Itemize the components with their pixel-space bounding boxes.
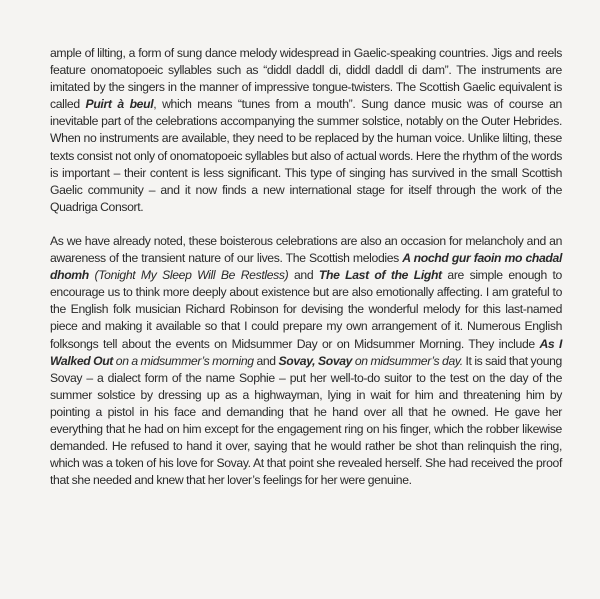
paragraph-2 — [50, 233, 562, 489]
text-run: As we have already noted, these boisterous celebrations are also an occasion for melancholy and an awareness of the transient nature of our lives. The Scottish melodies — [50, 233, 562, 266]
title-translation: (Tonight My Sleep Will Be Restless) — [88, 268, 289, 283]
paragraph-1 — [50, 45, 562, 216]
text-run: , which means “tunes from a mouth”. Sung dance music was of course an inevitable part of the celebrations accompanying the summer solstice, notably on the Outer Hebrides. When no instruments are available, they need to be replaced by the human voice. Unlike lilting, these texts consist not only of onomatopoeic syllables but also of actual words. Here the rhythm of the words is important – their content is less significant. This type of singing has survived in the small Scottish Gaelic community – and it now finds a new international stage for itself through the work of the Quadriga Consort. — [50, 97, 562, 214]
text-run: ample of lilting, a form of sung dance melody widespread in Gaelic-speaking countries. Jigs and reels feature onomatopoeic syllables such as “diddl daddl di, diddl daddl di dam”. The instruments are imitated by the singers in the manner of impressive tongue-twisters. The Scottish Gaelic equivalent is called — [50, 46, 562, 112]
song-title: Puirt à beul — [85, 97, 154, 112]
text-run: and — [288, 268, 319, 283]
title-subtitle: on midsummer’s day. — [352, 353, 463, 368]
song-title: As I Walked Out — [50, 336, 562, 368]
title-subtitle: on a midsummer’s morning — [113, 353, 254, 368]
text-run: are simple enough to encourage us to think more deeply about existence but are also emotionally affecting. I am grateful to the English folk musician Richard Robinson for devising the wonderful melody for this last-named piece and making it available so that I could prepare my own arrangement of it. Numerous English folksongs tell about the events on Midsummer Day or on Midsummer Morning. They include — [50, 268, 562, 351]
text-run: and — [253, 353, 279, 368]
text-run: It is said that young Sovay – a dialect form of the name Sophie – put her well-to-do suitor to the test on the day of the summer solstice by dressing up as a highwayman, lying in wait for him and threatening him by pointing a pistol in his face and demanding that he hand over all that he owned. He gave her everything that he had on him except for the engagement ring on his finger, which the robber likewise demanded. He refused to hand it over, saying that he would rather be shot than relinquish the ring, which was a token of his love for Sovay. At that point she revealed herself. She had received the proof that she needed and knew that her lover’s feelings for her were genuine. — [50, 353, 562, 488]
song-title: Sovay, Sovay — [278, 353, 353, 368]
body-text — [50, 45, 562, 489]
song-title: The Last of the Light — [318, 268, 442, 283]
song-title: A nochd gur faoin mo chadal dhomh — [50, 251, 562, 283]
